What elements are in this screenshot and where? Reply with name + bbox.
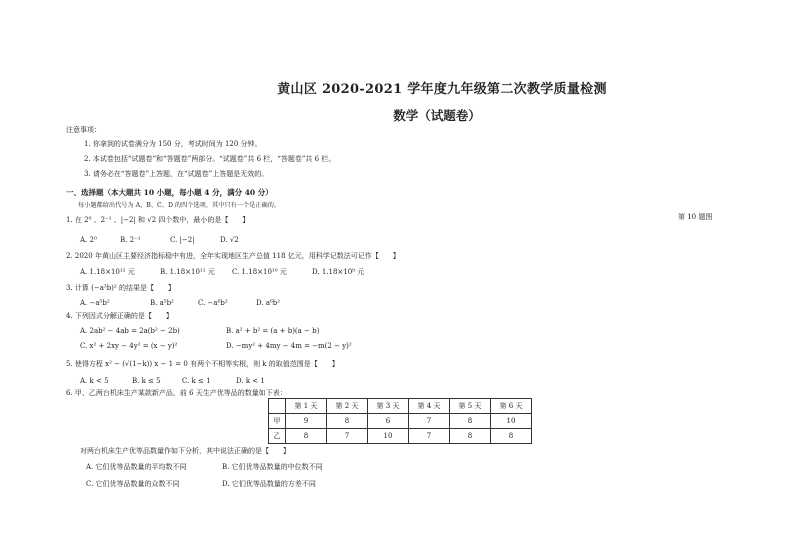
table-header-cell xyxy=(269,399,286,414)
table-header-cell: 第 6 天 xyxy=(491,399,532,414)
table-cell: 8 xyxy=(450,429,491,444)
question-3-stem: 3. 计算 (−a³b)² 的结果是【 】 xyxy=(66,284,175,292)
table-cell: 8 xyxy=(491,429,532,444)
table-cell: 10 xyxy=(368,429,409,444)
table-cell: 7 xyxy=(409,414,450,429)
question-6-option-c: C. 它们优等品数量的众数不同 xyxy=(86,480,180,488)
table-row xyxy=(269,429,532,444)
table-cell: 8 xyxy=(327,414,368,429)
question-3-option-b: B. a⁵b² xyxy=(150,299,174,307)
question-4-option-b: B. a² + b² = (a + b)(a − b) xyxy=(226,327,320,335)
question-6-followup: 对两台机床生产优等品数量作如下分析，其中说法正确的是【 】 xyxy=(80,447,290,455)
table-cell: 7 xyxy=(327,429,368,444)
figure-label: 第 10 题图 xyxy=(678,213,713,221)
question-5-option-c: C. k ≤ 1 xyxy=(182,377,211,385)
question-5-option-b: B. k ≤ 5 xyxy=(132,377,161,385)
question-5-option-a: A. k < 5 xyxy=(80,377,109,385)
question-5-stem: 5. 使得方程 x² − (√(1−k)) x − 1 = 0 有两个不相等实根，则 k 的取值范围是【 】 xyxy=(66,360,339,368)
question-1-option-a: A. 2⁰ xyxy=(80,236,97,244)
table-cell: 8 xyxy=(286,429,327,444)
table-header-cell: 第 4 天 xyxy=(409,399,450,414)
section-heading: 一、选择题（本大题共 10 小题，每小题 4 分，满分 40 分） xyxy=(66,188,273,197)
table-header-cell: 第 2 天 xyxy=(327,399,368,414)
question-2-option-a: A. 1.18×10¹² 元 xyxy=(80,268,135,276)
production-table xyxy=(268,398,532,444)
question-5-option-d: D. k < 1 xyxy=(236,377,265,385)
notice-item: 1. 你拿到的试卷满分为 150 分，考试时间为 120 分钟。 xyxy=(84,140,262,148)
page-subtitle: 数学（试题卷） xyxy=(393,108,481,123)
question-3-option-d: D. a⁶b² xyxy=(256,299,281,307)
table-cell: 甲 xyxy=(269,414,286,429)
question-4-option-c: C. x² + 2xy − 4y² = (x − y)² xyxy=(80,342,178,350)
table-header-cell: 第 1 天 xyxy=(286,399,327,414)
table-cell: 乙 xyxy=(269,429,286,444)
page-title: 黄山区 2020-2021 学年度九年级第二次教学质量检测 xyxy=(277,82,607,97)
question-4-option-a: A. 2ab² − 4ab = 2a(b² − 2b) xyxy=(80,327,180,335)
table-header-cell: 第 5 天 xyxy=(450,399,491,414)
question-4-stem: 4. 下列因式分解正确的是【 】 xyxy=(66,312,173,320)
table-cell: 6 xyxy=(368,414,409,429)
question-2-option-d: D. 1.18×10⁹ 元 xyxy=(312,268,365,276)
notice-item: 3. 请务必在“答题卷”上答题，在“试题卷”上答题是无效的。 xyxy=(84,170,269,178)
question-6-option-a: A. 它们优等品数量的平均数不同 xyxy=(86,463,187,471)
section-instruction: 每小题都给出代号为 A、B、C、D 的四个选项，其中只有一个是正确的。 xyxy=(78,202,281,209)
table-cell: 10 xyxy=(491,414,532,429)
question-6-stem: 6. 甲、乙两台机床生产某款新产品，前 6 天生产优等品的数量如下表： xyxy=(66,389,287,397)
question-6-option-b: B. 它们优等品数量的中位数不同 xyxy=(222,463,323,471)
table-row xyxy=(269,414,532,429)
question-2-option-b: B. 1.18×10¹¹ 元 xyxy=(160,268,215,276)
question-6-option-d: D. 它们优等品数量的方差不同 xyxy=(222,480,316,488)
table-header-cell: 第 3 天 xyxy=(368,399,409,414)
question-3-option-c: C. −a⁶b² xyxy=(198,299,228,307)
table-cell: 8 xyxy=(450,414,491,429)
question-1-option-d: D. √2 xyxy=(220,236,239,244)
question-3-option-a: A. −a⁵b² xyxy=(80,299,110,307)
question-4-option-d: D. −my² + 4my − 4m = −m(2 − y)² xyxy=(226,342,352,350)
question-1-stem: 1. 在 2⁰ 、2⁻¹ 、|−2| 和 √2 四个数中，最小的是【 】 xyxy=(66,216,250,224)
table-header-row xyxy=(269,399,532,414)
question-1-option-c: C. |−2| xyxy=(170,236,195,244)
table-cell: 7 xyxy=(409,429,450,444)
question-2-stem: 2. 2020 年黄山区主要经济指标稳中有进，全年实现地区生产总值 118 亿元，用科学记数法可记作【 】 xyxy=(66,252,400,260)
notice-item: 2. 本试卷包括“试题卷”和“答题卷”两部分。“试题卷”共 6 栏，“答题卷”共 6 栏。 xyxy=(84,155,336,163)
table-cell: 9 xyxy=(286,414,327,429)
question-2-option-c: C. 1.18×10¹⁰ 元 xyxy=(232,268,287,276)
notice-heading: 注意事项： xyxy=(66,126,101,134)
question-1-option-b: B. 2⁻¹ xyxy=(120,236,141,244)
